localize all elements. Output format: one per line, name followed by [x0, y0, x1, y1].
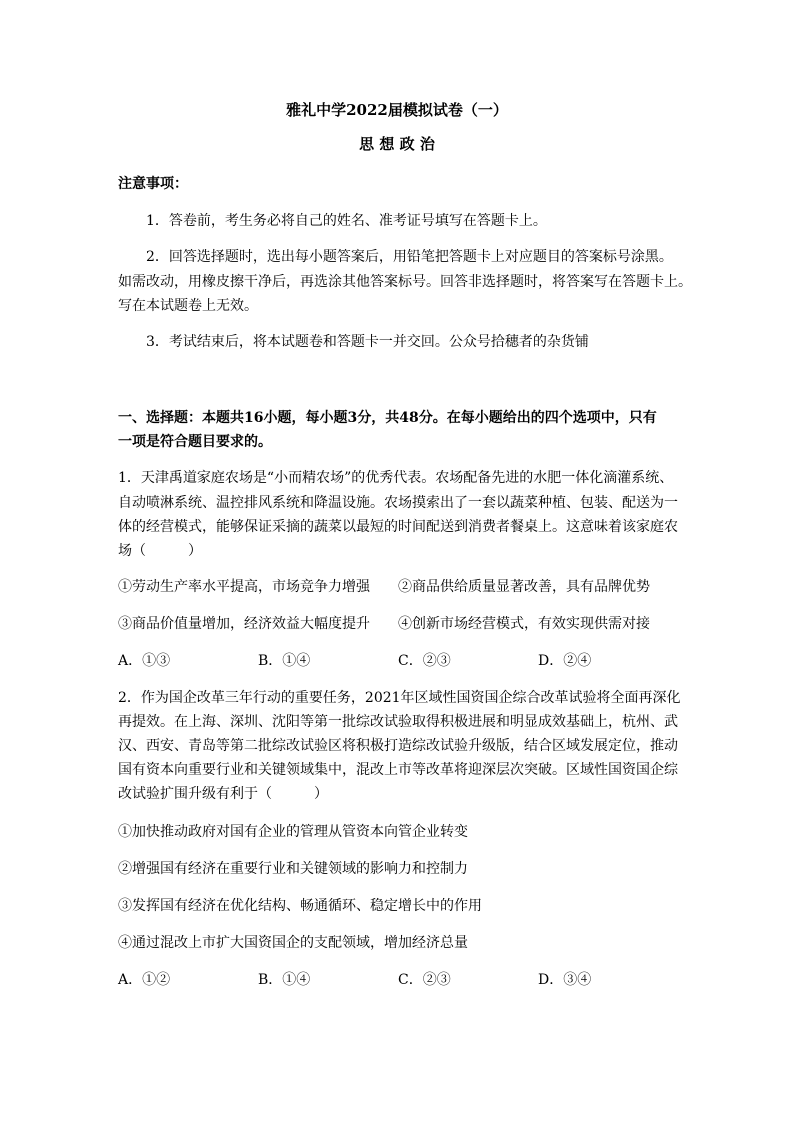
note-item-2-line-1: 2．回答选择题时，选出每小题答案后，用铅笔把答题卡上对应题目的答案标号涂黑。	[146, 249, 673, 265]
note-item-2-line-2: 如需改动，用橡皮擦干净后，再选涂其他答案标号。回答非选择题时，将答案写在答题卡上。	[118, 274, 692, 290]
q1-option-a: A．①③	[118, 653, 171, 669]
q2-option-d: D．③④	[538, 972, 592, 988]
q2-option-b: B．①④	[258, 972, 311, 988]
section-heading-line-1: 一、选择题：本题共16小题，每小题3分，共48分。在每小题给出的四个选项中，只有	[118, 410, 657, 426]
notes-heading: 注意事项：	[118, 176, 188, 192]
q2-stem-line-3: 汉、西安、青岛等第二批综改试验区将积极打造综改试验升级版，结合区域发展定位，推动	[118, 738, 678, 754]
q2-stem-line-2: 再提效。在上海、深圳、沈阳等第一批综改试验取得积极进展和明显成效基础上，杭州、武	[118, 714, 678, 730]
q2-statement-3: ③发挥国有经济在优化结构、畅通循环、稳定增长中的作用	[118, 898, 482, 914]
q2-statement-4: ④通过混改上市扩大国资国企的支配领域，增加经济总量	[118, 935, 468, 951]
q2-stem-line-5: 改试验扩围升级有利于（ ）	[118, 786, 328, 802]
subject-title: 思 想 政 治	[359, 135, 435, 153]
q2-statement-2: ②增强国有经济在重要行业和关键领域的影响力和控制力	[118, 861, 468, 877]
note-item-3: 3．考试结束后，将本试题卷和答题卡一并交回。公众号拾穗者的杂货铺	[146, 334, 589, 350]
q1-statement-4: ④创新市场经营模式，有效实现供需对接	[398, 616, 650, 632]
exam-title: 雅礼中学2022届模拟试卷（一）	[286, 101, 508, 119]
q1-option-c: C．②③	[398, 653, 451, 669]
q1-statement-1: ①劳动生产率水平提高，市场竞争力增强	[118, 579, 370, 595]
q2-stem-line-4: 国有资本向重要行业和关键领域集中，混改上市等改革将迎深层次突破。区域性国资国企综	[118, 762, 678, 778]
q2-option-a: A．①②	[118, 972, 171, 988]
q1-statement-3: ③商品价值量增加，经济效益大幅度提升	[118, 616, 370, 632]
q1-stem-line-2: 自动喷淋系统、温控排风系统和降温设施。农场摸索出了一套以蔬菜种植、包装、配送为一	[118, 495, 678, 511]
q1-stem-line-1: 1．天津禹道家庭农场是“小而精农场”的优秀代表。农场配备先进的水肥一体化滴灌系统、	[118, 470, 674, 486]
note-item-2-line-3: 写在本试题卷上无效。	[118, 298, 258, 314]
q2-stem-line-1: 2．作为国企改革三年行动的重要任务，2021年区域性国资国企综合改革试验将全面再深化	[118, 690, 681, 706]
q1-option-d: D．②④	[538, 653, 592, 669]
section-heading-line-2: 一项是符合题目要求的。	[118, 434, 272, 450]
note-item-1: 1．答卷前，考生务必将自己的姓名、准考证号填写在答题卡上。	[146, 213, 547, 229]
q1-stem-line-4: 场（ ）	[118, 543, 202, 559]
q1-statement-2: ②商品供给质量显著改善，具有品牌优势	[398, 579, 650, 595]
q1-stem-line-3: 体的经营模式，能够保证采摘的蔬菜以最短的时间配送到消费者餐桌上。这意味着该家庭农	[118, 519, 678, 535]
q2-option-c: C．②③	[398, 972, 451, 988]
q1-option-b: B．①④	[258, 653, 311, 669]
q2-statement-1: ①加快推动政府对国有企业的管理从管资本向管企业转变	[118, 824, 468, 840]
